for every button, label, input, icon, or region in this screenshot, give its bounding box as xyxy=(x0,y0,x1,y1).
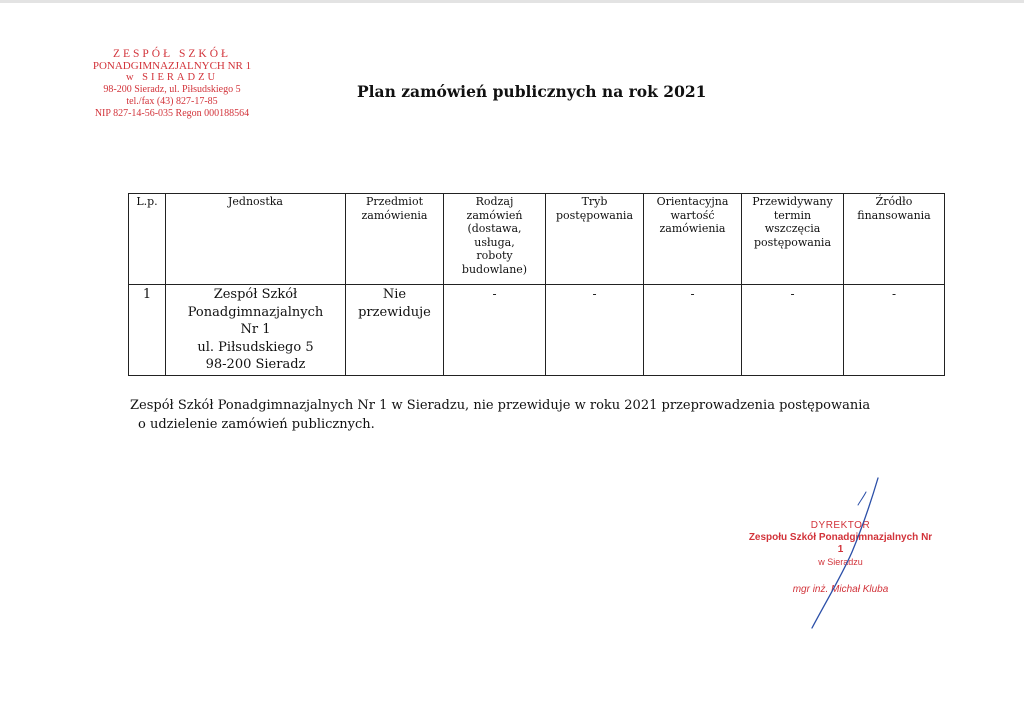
header-jednostka: Jednostka xyxy=(166,194,346,285)
document-title: Plan zamówień publicznych na rok 2021 xyxy=(357,82,707,101)
header-zrodlo: Źródło finansowania xyxy=(844,194,945,285)
header-termin: Przewidywany termin wszczęcia postępowania xyxy=(742,194,844,285)
cell-wartosc: - xyxy=(644,285,742,376)
director-school: Zespołu Szkół Ponadgimnazjalnych Nr 1 xyxy=(748,532,933,555)
director-name: mgr inż. Michał Kluba xyxy=(792,584,889,595)
cell-jednostka: Zespół Szkół Ponadgimnazjalnych Nr 1 ul. Piłsudskiego 5 98-200 Sieradz xyxy=(166,285,346,376)
header-rodzaj: Rodzaj zamówień (dostawa, usługa, roboty budowlane) xyxy=(444,194,546,285)
header-wartosc: Orientacyjna wartość zamówienia xyxy=(644,194,742,285)
cell-zrodlo: - xyxy=(844,285,945,376)
stamp-line-4: 98-200 Sieradz, ul. Piłsudskiego 5 xyxy=(103,84,241,95)
cell-lp: 1 xyxy=(129,285,166,376)
stamp-line-3: w SIERADZU xyxy=(125,72,219,83)
header-lp: L.p. xyxy=(129,194,166,285)
stamp-line-1: ZESPÓŁ SZKÓŁ xyxy=(112,48,232,60)
statement-line-2: o udzielenie zamówień publicznych. xyxy=(138,417,375,432)
director-role: DYREKTOR xyxy=(810,520,871,531)
statement-line-1: Zespół Szkół Ponadgimnazjalnych Nr 1 w Sieradzu, nie przewiduje w roku 2021 przeprowadzenia postępowania xyxy=(130,398,871,413)
stamp-line-2: PONADGIMNAZJALNYCH NR 1 xyxy=(92,60,252,72)
stamp-line-5: tel./fax (43) 827-17-85 xyxy=(126,96,218,107)
cell-termin: - xyxy=(742,285,844,376)
cell-przedmiot: Nie przewiduje xyxy=(346,285,444,376)
header-przedmiot: Przedmiot zamówienia xyxy=(346,194,444,285)
cell-tryb: - xyxy=(546,285,644,376)
director-city: w Sieradzu xyxy=(818,557,863,567)
cell-rodzaj: - xyxy=(444,285,546,376)
header-tryb: Tryb postępowania xyxy=(546,194,644,285)
stamp-line-6: NIP 827-14-56-035 Regon 000188564 xyxy=(94,108,250,119)
